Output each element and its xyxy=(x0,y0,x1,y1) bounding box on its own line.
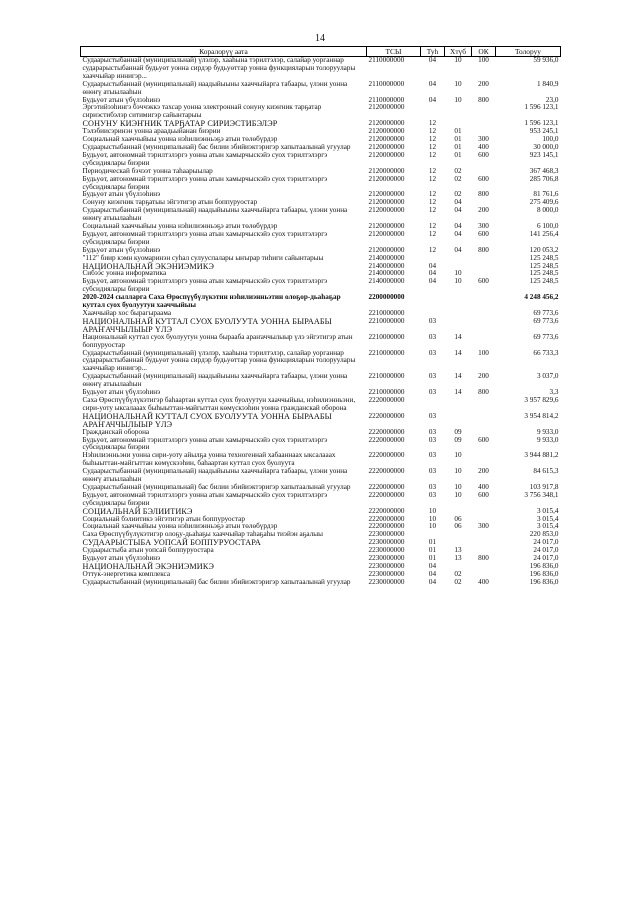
row-section: 04 xyxy=(428,562,437,570)
row-code: 2210000000 xyxy=(368,348,405,357)
row-code: 2120000000 xyxy=(368,150,405,159)
row-name: Социальнай хааччыйыы уонна нэһилиэнньэҕэ атын төлөбүрдэр xyxy=(82,135,278,144)
row-section: 04 xyxy=(428,577,437,586)
table-row xyxy=(81,437,561,453)
row-amount: 220 853,0 xyxy=(529,530,559,539)
row-section: 03 xyxy=(428,490,437,499)
row-expense-type: 600 xyxy=(478,435,489,444)
row-code: 2120000000 xyxy=(368,229,405,238)
table-row xyxy=(81,397,561,413)
header-code: ТСЫ xyxy=(367,47,421,57)
row-amount: 24 017,0 xyxy=(533,546,559,555)
row-name: Саха Өрөспүүбүлүкэтигэр баһаартан куттал суох буолуутун хааччыйыы, нэһилиэнньэни, сири-уоту ыксалааах быһыыттан-майгыттан көмүскээһин уонна гражданскай оборона xyxy=(82,395,356,412)
row-amount: 69 773,6 xyxy=(533,332,559,341)
row-section: 04 xyxy=(428,95,437,104)
row-code: 2120000000 xyxy=(368,119,405,128)
row-code: 2200000000 xyxy=(368,293,405,302)
row-subsection: 14 xyxy=(454,348,462,357)
row-amount: 3,3 xyxy=(549,388,559,397)
row-amount: 1 840,9 xyxy=(536,79,559,88)
row-section: 01 xyxy=(428,554,437,563)
row-subsection: 14 xyxy=(454,332,462,341)
row-amount: 275 409,6 xyxy=(529,198,559,207)
row-subsection: 09 xyxy=(454,427,462,436)
page-number: 14 xyxy=(315,33,325,44)
row-code: 2110000000 xyxy=(368,79,405,88)
row-name: Нэһилиэнньэни уонна сири-уоту айылҕа уонна техногеннай хабааннаах ыксалааах быһыыттан-майгыттан көмүскээһин, баһаартан куттал суох буолуута xyxy=(82,451,336,468)
row-section: 12 xyxy=(428,127,437,136)
row-amount: 6 100,0 xyxy=(536,222,559,231)
row-amount: 196 836,0 xyxy=(529,569,559,578)
row-code: 2220000000 xyxy=(368,514,405,523)
row-subsection: 01 xyxy=(454,127,462,136)
row-expense-type: 800 xyxy=(478,95,489,104)
row-code: 2220000000 xyxy=(368,490,405,499)
row-expense-type xyxy=(472,120,496,128)
row-expense-type xyxy=(472,452,496,468)
row-name: Тэлэбиисэринэн уонна араадьыйанан биэрии xyxy=(82,127,221,136)
row-subsection: 02 xyxy=(454,569,462,578)
row-subsection: 02 xyxy=(454,166,462,175)
header-amount: Толоруу xyxy=(496,47,561,57)
table-row xyxy=(81,104,561,120)
row-section: 12 xyxy=(428,135,437,144)
row-subsection xyxy=(445,413,472,429)
row-name: НАЦИОНАЛЬНАЙ КУТТАЛ СУОХ БУОЛУУТА УОННА БЫРААБЫ АРАҤАЧЧЫЛЫЫР ҮЛЭ xyxy=(82,316,332,334)
row-code: 2220000000 xyxy=(368,435,405,444)
row-subsection: 06 xyxy=(454,522,462,531)
row-name: Судаарыстыбаннай (муниципальнай) наадыйыыны хааччыйарга табаары, үлэни уонна өнөҥү атыылааһын xyxy=(82,79,348,96)
row-code: 2220000000 xyxy=(368,467,405,476)
row-expense-type xyxy=(472,508,496,516)
row-amount: 196 836,0 xyxy=(529,577,559,586)
row-section: 03 xyxy=(428,332,437,341)
row-section: 03 xyxy=(428,388,437,397)
budget-table xyxy=(80,46,561,587)
row-section: 03 xyxy=(428,451,437,460)
row-expense-type: 800 xyxy=(478,388,489,397)
row-amount: 100,0 xyxy=(542,135,559,144)
table-row xyxy=(81,278,561,294)
row-expense-type: 400 xyxy=(478,142,489,151)
row-amount: 1 596 123,1 xyxy=(524,119,559,128)
row-expense-type xyxy=(472,104,496,120)
row-amount: 69 773,6 xyxy=(533,316,559,325)
row-expense-type: 100 xyxy=(478,56,489,64)
row-amount: 59 936,0 xyxy=(533,56,559,64)
row-name: Судаарыстыбаннай (муниципальнай) наадыйыыны хааччыйарга табаары, үлэни уонна өнөҥү атыылааһын xyxy=(82,372,348,389)
row-subsection: 04 xyxy=(454,245,462,254)
row-subsection: 02 xyxy=(454,577,462,586)
row-amount: 66 733,3 xyxy=(533,348,559,357)
row-code: 2210000000 xyxy=(368,372,405,381)
row-expense-type: 600 xyxy=(478,174,489,183)
row-code: 2210000000 xyxy=(368,309,405,317)
row-section: 03 xyxy=(428,435,437,444)
row-name: Судаарыстыбаннай (муниципальнай) наадыйыыны хааччыйарга табаары, үлэни уонна өнөҥү атыылааһын xyxy=(82,206,348,223)
row-name: Будьуөт, автономнай тэрилтэлэргэ уонна атын хамырчыскэйэ суох тэрилтэлэргэ субсидиялары биэрии xyxy=(82,174,328,191)
row-section: 12 xyxy=(428,190,437,199)
table-row xyxy=(81,492,561,508)
row-code: 2140000000 xyxy=(368,269,405,278)
row-code: 2120000000 xyxy=(368,135,405,144)
row-amount: 9 933,0 xyxy=(536,427,559,436)
table-row xyxy=(81,152,561,168)
row-amount: 125 248,5 xyxy=(529,261,559,270)
row-code: 2140000000 xyxy=(368,261,405,270)
row-code: 2220000000 xyxy=(368,395,405,404)
row-subsection: 10 xyxy=(454,277,462,286)
row-expense-type: 800 xyxy=(478,245,489,254)
row-code: 2220000000 xyxy=(368,482,405,491)
row-code: 2120000000 xyxy=(368,127,405,136)
row-section: 12 xyxy=(428,119,437,128)
row-subsection: 10 xyxy=(454,451,462,460)
row-amount: 3 954 814,2 xyxy=(524,411,559,420)
row-name: Будьуөт атын үбүлээһинэ xyxy=(82,245,161,254)
row-amount: 8 000,0 xyxy=(536,206,559,215)
row-code: 2230000000 xyxy=(368,546,405,555)
row-section xyxy=(421,397,445,413)
row-expense-type xyxy=(472,318,496,334)
row-expense-type: 800 xyxy=(478,190,489,199)
row-name: Будьуөт, автономнай тэрилтэлэргэ уонна атын хамырчыскэйэ суох тэрилтэлэргэ субсидиялары биэрии xyxy=(82,435,328,452)
row-expense-type: 100 xyxy=(478,348,489,357)
row-code: 2120000000 xyxy=(368,166,405,175)
row-expense-type: 600 xyxy=(478,490,489,499)
row-name: НАЦИОНАЛЬНАЙ КУТТАЛ СУОХ БУОЛУУТА УОННА БЫРААБЫ АРАҤАЧЧЫЛЫЫР ҮЛЭ xyxy=(82,411,332,429)
row-name: СУДААРЫСТЫБА УОПСАЙ БОППУРУОСТАРА xyxy=(82,538,261,548)
row-code: 2120000000 xyxy=(368,206,405,215)
row-code: 2120000000 xyxy=(368,174,405,183)
row-name: Будьуөт, автономнай тэрилтэлэргэ уонна атын хамырчыскэйэ суох тэрилтэлэргэ субсидиялары биэрии xyxy=(82,277,328,294)
row-section: 03 xyxy=(428,467,437,476)
row-expense-type xyxy=(472,263,496,271)
row-subsection: 13 xyxy=(454,546,462,555)
header-section: Туһ xyxy=(421,47,445,57)
row-amount: 125 248,5 xyxy=(529,253,559,262)
row-name: Будьуөт атын үбүлээһинэ xyxy=(82,95,161,104)
row-name: Хааччыйар хос бырагыраама xyxy=(82,309,172,317)
table-body xyxy=(81,57,561,587)
row-section: 12 xyxy=(428,198,437,207)
row-amount: 125 248,5 xyxy=(529,269,559,278)
row-amount: 3 756 348,1 xyxy=(524,490,559,499)
header-subsection: Хтүб xyxy=(445,47,472,57)
row-expense-type: 200 xyxy=(478,467,489,476)
row-subsection: 06 xyxy=(454,514,462,523)
table-row xyxy=(81,176,561,192)
row-amount: 196 836,0 xyxy=(529,562,559,570)
table-row xyxy=(81,468,561,484)
row-subsection xyxy=(445,294,472,310)
row-name: 2020-2024 сылларга Саха Өрөспүүбүлүкэтин нэһилиэнньэтин олоҕор-дьаһаҕар куттал суох буолуутун хааччыйыы xyxy=(82,293,341,310)
row-expense-type xyxy=(472,539,496,547)
row-section: 04 xyxy=(428,277,437,286)
row-expense-type: 300 xyxy=(478,222,489,231)
table-row xyxy=(81,318,561,334)
row-section: 12 xyxy=(428,150,437,159)
row-name: СОНУНУ КИЭҤНИК ТАРҔАТАР СИРИЭСТИБЭЛЭР xyxy=(82,119,278,129)
row-code: 2140000000 xyxy=(368,277,405,286)
row-subsection: 09 xyxy=(454,435,462,444)
row-name: НАЦИОНАЛЬНАЙ ЭКЭНИЭМИКЭ xyxy=(82,562,214,571)
row-name: "112" биир кэмн куомаринэн суһал сулууспалары ыҥырар тиһиги сайынтарыы xyxy=(82,253,324,262)
row-amount: 1 596 123,1 xyxy=(524,103,559,112)
row-code: 2210000000 xyxy=(368,332,405,341)
header-name: Коралорүү аата xyxy=(81,47,367,57)
row-section: 12 xyxy=(428,174,437,183)
row-section: 04 xyxy=(428,261,437,270)
row-amount: 4 248 456,2 xyxy=(524,293,559,302)
row-code: 2120000000 xyxy=(368,222,405,231)
row-section xyxy=(421,294,445,310)
table-row xyxy=(81,452,561,468)
row-section: 12 xyxy=(428,222,437,231)
row-section: 03 xyxy=(428,427,437,436)
row-subsection: 02 xyxy=(454,174,462,183)
row-name: Судаарыстыбаннай (муниципальнай) бас билии эбийиэктэригэр хапытаалынай угуулар xyxy=(82,577,351,586)
row-subsection: 14 xyxy=(454,372,462,381)
row-subsection: 04 xyxy=(454,198,462,207)
row-code: 2220000000 xyxy=(368,427,405,436)
row-amount: 84 615,3 xyxy=(533,467,559,476)
row-subsection: 10 xyxy=(454,269,462,278)
row-name: Судаарыстыбаннай (муниципальнай) үлэлэр, хааһына тэрилтэлэр, салайар уорганнар сударарыстыбаннай будьуөт уонна сирдэр будьуөттар уонна функцияларын толоруулары хааччыйар иннигэр... xyxy=(82,348,356,373)
table-header-row xyxy=(81,47,561,57)
row-code: 2220000000 xyxy=(368,411,405,420)
row-name: Будьуөт атын үбүлээһинэ xyxy=(82,554,161,563)
row-amount: 923 145,1 xyxy=(529,150,559,159)
row-name: Судаарыстыбаннай (муниципальнай) бас билии эбийиэктэригэр хапытаалынай угуулар xyxy=(82,482,351,491)
row-expense-type: 600 xyxy=(478,277,489,286)
row-expense-type: 200 xyxy=(478,372,489,381)
row-name: Будьуөт атын үбүлээһинэ xyxy=(82,388,161,397)
row-amount: 141 256,4 xyxy=(529,229,559,238)
row-expense-type: 600 xyxy=(478,150,489,159)
row-subsection xyxy=(445,397,472,413)
row-code: 2230000000 xyxy=(368,577,405,586)
row-section: 04 xyxy=(428,56,437,64)
row-amount: 103 917,8 xyxy=(529,482,559,491)
table-row xyxy=(81,334,561,350)
row-subsection: 10 xyxy=(454,467,462,476)
row-section: 04 xyxy=(428,569,437,578)
row-expense-type xyxy=(472,294,496,310)
row-amount: 120 053,2 xyxy=(529,245,559,254)
row-section: 01 xyxy=(428,546,437,555)
row-section: 04 xyxy=(428,269,437,278)
table-row xyxy=(81,231,561,247)
row-subsection: 10 xyxy=(454,79,462,88)
row-code: 2120000000 xyxy=(368,142,405,151)
row-name: Саха Өрөспүүбүлүкэтигэр олоҕу-дьаһаҕы хааччыйар таһаҕаһы тиэйэн аҕалыы xyxy=(82,530,323,539)
table-row xyxy=(81,294,561,310)
row-expense-type xyxy=(472,255,496,263)
table-row xyxy=(81,57,561,81)
row-expense-type: 600 xyxy=(478,229,489,238)
row-code: 2140000000 xyxy=(368,253,405,262)
table-row xyxy=(81,81,561,97)
row-name: Периодическай бэчээт уонна таһаарыылар xyxy=(82,166,213,175)
row-subsection xyxy=(445,310,472,318)
row-section: 03 xyxy=(428,372,437,381)
row-expense-type: 200 xyxy=(478,79,489,88)
row-amount: 367 468,3 xyxy=(529,166,559,175)
row-name: Эргэтийээһингэ бэччэккэ тахсар уонна электроннай сонуну киэҥник тарҕатар сириэстибэлэр ситимигэр сайынтарыы xyxy=(82,103,322,120)
row-section: 12 xyxy=(428,229,437,238)
row-subsection: 13 xyxy=(454,554,462,563)
row-amount: 3 957 829,6 xyxy=(524,395,559,404)
row-name: Будьуөт, автономнай тэрилтэлэргэ уонна атын хамырчыскэйэ суох тэрилтэлэргэ субсидиялары биэрии xyxy=(82,490,328,507)
row-amount: 3 037,0 xyxy=(536,372,559,381)
row-section: 10 xyxy=(428,506,437,515)
row-section: 01 xyxy=(428,538,437,547)
row-expense-type xyxy=(472,563,496,571)
row-code: 2120000000 xyxy=(368,198,405,207)
row-name: Социальнай хааччыйыы уонна нэһилиэнньэҕэ атын төлөбүрдэр xyxy=(82,222,278,231)
row-name: Социальнай бэлиитикэ эйгэтигэр атын боппуруостар xyxy=(82,514,245,523)
row-expense-type: 400 xyxy=(478,577,489,586)
row-expense-type: 300 xyxy=(478,135,489,144)
row-amount: 125 248,5 xyxy=(529,277,559,286)
table-row xyxy=(81,373,561,389)
row-name: Будьуөт атын үбүлээһинэ xyxy=(82,190,161,199)
row-name: Оттук-энергетика комплекса xyxy=(82,569,171,578)
row-name: Сибээс уонна информатика xyxy=(82,269,167,278)
row-amount: 285 706,8 xyxy=(529,174,559,183)
row-expense-type xyxy=(472,334,496,350)
row-amount: 69 773,6 xyxy=(533,309,559,317)
row-section xyxy=(421,104,445,120)
row-subsection: 10 xyxy=(454,490,462,499)
row-amount: 81 761,6 xyxy=(533,190,559,199)
row-amount: 3 015,4 xyxy=(536,522,559,531)
table-row xyxy=(81,413,561,429)
row-subsection: 10 xyxy=(454,95,462,104)
row-expense-type: 800 xyxy=(478,554,489,563)
row-name: СОЦИАЛЬНАЙ БЭЛИИТИКЭ xyxy=(82,506,193,516)
row-name: Национальнай куттал суох буолуутун уонна бырааба араҥаччылыыр үлэ эйгэтигэр атын боппуруостар xyxy=(82,332,353,349)
row-subsection: 10 xyxy=(454,482,462,491)
row-code: 2120000000 xyxy=(368,245,405,254)
row-code: 2230000000 xyxy=(368,554,405,563)
row-subsection: 04 xyxy=(454,206,462,215)
row-expense-type xyxy=(472,531,496,539)
row-name: Гражданскай оборона xyxy=(82,427,150,436)
row-code: 2230000000 xyxy=(368,538,405,547)
row-subsection: 14 xyxy=(454,388,462,397)
row-section: 03 xyxy=(428,348,437,357)
table-row xyxy=(81,350,561,374)
row-name: Будьуөт, автономнай тэрилтэлэргэ уонна атын хамырчыскэйэ суох тэрилтэлэргэ субсидиялары биэрии xyxy=(82,150,328,167)
row-name: Судаарыстыбаннай (муниципальнай) бас билии эбийиэктэригэр хапытаалынай угуулар xyxy=(82,142,351,151)
row-amount: 9 933,0 xyxy=(536,435,559,444)
row-subsection xyxy=(445,255,472,263)
table-row xyxy=(81,207,561,223)
row-name: Социальнай хааччыйыы уонна нэһилиэнньэҕэ атын төлөбүрдэр xyxy=(82,522,278,531)
row-code: 2230000000 xyxy=(368,562,405,570)
row-name: Судаарыстыбаннай (муниципальнай) үлэлэр, хааһына тэрилтэлэр, салайар уорганнар сударарыстыбаннай будьуөт уонна сирдэр будьуөттар уонна функцияларын толоруулары хааччыйар иннигэр... xyxy=(82,56,356,80)
row-expense-type: 300 xyxy=(478,522,489,531)
row-code: 2120000000 xyxy=(368,103,405,112)
row-subsection xyxy=(445,104,472,120)
row-amount: 3 015,4 xyxy=(536,514,559,523)
row-amount: 23,0 xyxy=(545,95,559,104)
row-section: 12 xyxy=(428,166,437,175)
row-code: 2220000000 xyxy=(368,451,405,460)
row-section: 12 xyxy=(428,245,437,254)
row-code: 2110000000 xyxy=(368,95,405,104)
row-amount: 24 017,0 xyxy=(533,554,559,563)
row-code: 2220000000 xyxy=(368,522,405,531)
header-expense-type: ОК xyxy=(472,47,496,57)
row-expense-type xyxy=(472,397,496,413)
row-subsection: 04 xyxy=(454,222,462,231)
row-expense-type xyxy=(472,310,496,318)
row-section: 04 xyxy=(428,79,437,88)
row-name: НАЦИОНАЛЬНАЙ ЭКЭНИЭМИКЭ xyxy=(82,261,214,271)
row-section: 10 xyxy=(428,522,437,531)
row-amount: 30 000,0 xyxy=(533,142,559,151)
row-code: 2120000000 xyxy=(368,190,405,199)
row-code: 2230000000 xyxy=(368,569,405,578)
row-section: 12 xyxy=(428,206,437,215)
row-code: 2210000000 xyxy=(368,316,405,325)
row-name: Судаарыстыбаннай (муниципальнай) наадыйыыны хааччыйарга табаары, үлэни уонна өнөҥү атыылааһын xyxy=(82,467,348,484)
row-subsection: 01 xyxy=(454,135,462,144)
row-subsection: 10 xyxy=(454,56,462,64)
row-name: Будьуөт, автономнай тэрилтэлэргэ уонна атын хамырчыскэйэ суох тэрилтэлэргэ субсидиялары биэрии xyxy=(82,229,328,246)
row-code: 2230000000 xyxy=(368,530,405,539)
row-name: Судаарыстыба атын уопсай боппуруостара xyxy=(82,546,214,555)
row-section: 12 xyxy=(428,142,437,151)
row-subsection: 01 xyxy=(454,142,462,151)
table-row xyxy=(81,579,561,587)
row-code: 2210000000 xyxy=(368,388,405,397)
row-section: 03 xyxy=(428,316,437,325)
row-subsection: 04 xyxy=(454,229,462,238)
row-section: 03 xyxy=(428,411,437,420)
row-amount: 3 015,4 xyxy=(536,506,559,515)
row-name: Сонуну киэҥник тарҕатыы эйгэтигэр атын боппуруостар xyxy=(82,198,258,207)
row-expense-type: 200 xyxy=(478,206,489,215)
row-subsection xyxy=(445,318,472,334)
row-expense-type xyxy=(472,413,496,429)
row-subsection: 01 xyxy=(454,150,462,159)
row-expense-type: 400 xyxy=(478,482,489,491)
row-subsection: 02 xyxy=(454,190,462,199)
row-amount: 24 017,0 xyxy=(533,538,559,547)
row-amount: 953 245,1 xyxy=(529,127,559,136)
row-section: 03 xyxy=(428,482,437,491)
row-amount: 3 944 881,2 xyxy=(524,451,559,460)
row-code: 2220000000 xyxy=(368,506,405,515)
row-code: 2110000000 xyxy=(368,56,405,64)
row-section: 10 xyxy=(428,514,437,523)
row-subsection xyxy=(445,531,472,539)
